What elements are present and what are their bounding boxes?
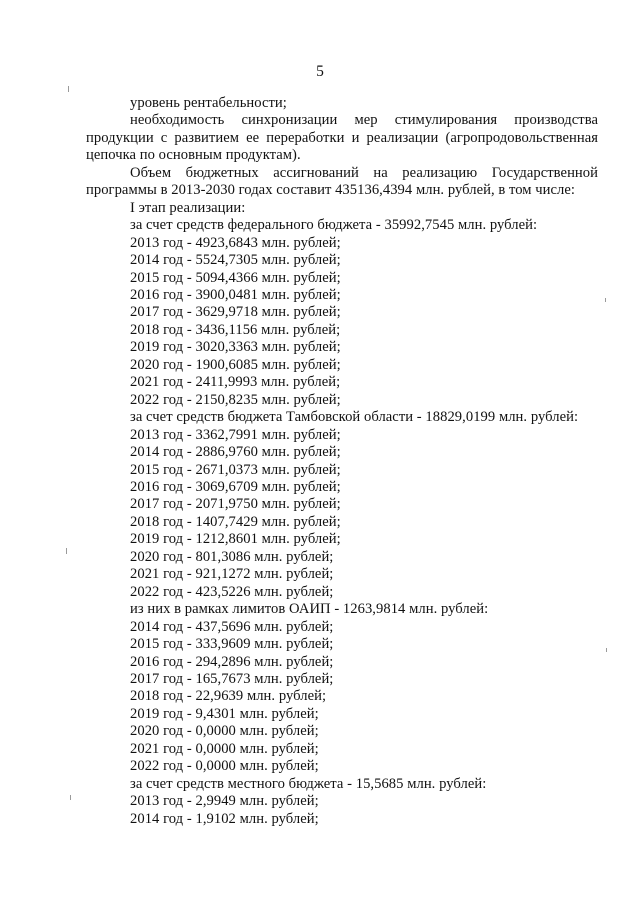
year-allocation-item: 2016 год - 294,2896 млн. рублей; [130, 653, 334, 670]
year-allocation-item: 2015 год - 2671,0373 млн. рублей; [130, 461, 341, 478]
year-allocation-item: 2021 год - 921,1272 млн. рублей; [130, 566, 334, 583]
year-allocation-item: 2015 год - 5094,4366 млн. рублей; [130, 269, 341, 286]
paragraph-line: цепочка по основным продуктам). [86, 147, 301, 164]
year-allocation-item: 2014 год - 1,9102 млн. рублей; [130, 810, 319, 827]
year-allocation-item: 2018 год - 1407,7429 млн. рублей; [130, 513, 341, 530]
year-allocation-item: 2017 год - 165,7673 млн. рублей; [130, 670, 334, 687]
year-allocation-item: 2020 год - 0,0000 млн. рублей; [130, 723, 319, 740]
stage-heading: I этап реализации: [130, 199, 246, 216]
year-allocation-item: 2014 год - 5524,7305 млн. рублей; [130, 252, 341, 269]
year-allocation-item: 2018 год - 22,9639 млн. рублей; [130, 688, 327, 705]
year-allocation-item: 2022 год - 423,5226 млн. рублей; [130, 583, 334, 600]
scan-mark [70, 795, 71, 800]
paragraph-line: необходимость синхронизации мер стимулирования производства [130, 112, 598, 129]
year-allocation-item: 2019 год - 3020,3363 млн. рублей; [130, 339, 341, 356]
year-allocation-item: 2022 год - 0,0000 млн. рублей; [130, 758, 319, 775]
regional-year-list [86, 427, 598, 602]
year-allocation-item: 2014 год - 437,5696 млн. рублей; [130, 618, 334, 635]
federal-budget-heading: за счет средств федерального бюджета - 35992,7545 млн. рублей: [130, 217, 538, 234]
document-body [86, 95, 598, 828]
paragraph-line: Объем бюджетных ассигнований на реализацию Государственной [130, 164, 598, 181]
year-allocation-item: 2016 год - 3069,6709 млн. рублей; [130, 478, 341, 495]
year-allocation-item: 2019 год - 1212,8601 млн. рублей; [130, 531, 341, 548]
oaip-heading: из них в рамках лимитов ОАИП - 1263,9814 млн. рублей: [130, 601, 489, 618]
regional-budget-heading: за счет средств бюджета Тамбовской области - 18829,0199 млн. рублей: [130, 409, 579, 426]
year-allocation-item: 2013 год - 2,9949 млн. рублей; [130, 793, 319, 810]
year-allocation-item: 2013 год - 3362,7991 млн. рублей; [130, 426, 341, 443]
year-allocation-item: 2017 год - 2071,9750 млн. рублей; [130, 496, 341, 513]
year-allocation-item: 2021 год - 0,0000 млн. рублей; [130, 740, 319, 757]
year-allocation-item: 2013 год - 4923,6843 млн. рублей; [130, 234, 341, 251]
scan-mark [606, 648, 607, 652]
page-number: 5 [316, 63, 324, 80]
local-year-list [86, 793, 598, 828]
year-allocation-item: 2016 год - 3900,0481 млн. рублей; [130, 286, 341, 303]
year-allocation-item: 2019 год - 9,4301 млн. рублей; [130, 705, 319, 722]
scan-mark [68, 86, 69, 92]
paragraph-line: программы в 2013-2030 годах составит 435136,4394 млн. рублей, в том числе: [86, 182, 576, 199]
year-allocation-item: 2015 год - 333,9609 млн. рублей; [130, 636, 334, 653]
scan-mark [605, 298, 606, 302]
year-allocation-item: 2020 год - 801,3086 млн. рублей; [130, 548, 334, 565]
oaip-year-list [86, 619, 598, 776]
year-allocation-item: 2021 год - 2411,9993 млн. рублей; [130, 374, 341, 391]
year-allocation-item: 2022 год - 2150,8235 млн. рублей; [130, 391, 341, 408]
year-allocation-item: 2014 год - 2886,9760 млн. рублей; [130, 444, 341, 461]
local-budget-heading: за счет средств местного бюджета - 15,5685 млн. рублей: [130, 775, 487, 792]
paragraph-line: продукции с развитием ее переработки и реализации (агропродовольственная [86, 129, 598, 146]
year-allocation-item: 2020 год - 1900,6085 млн. рублей; [130, 356, 341, 373]
scan-mark [66, 548, 67, 554]
year-allocation-item: 2018 год - 3436,1156 млн. рублей; [130, 321, 341, 338]
year-allocation-item: 2017 год - 3629,9718 млн. рублей; [130, 304, 341, 321]
federal-year-list [86, 235, 598, 410]
paragraph-line: уровень рентабельности; [130, 95, 287, 111]
